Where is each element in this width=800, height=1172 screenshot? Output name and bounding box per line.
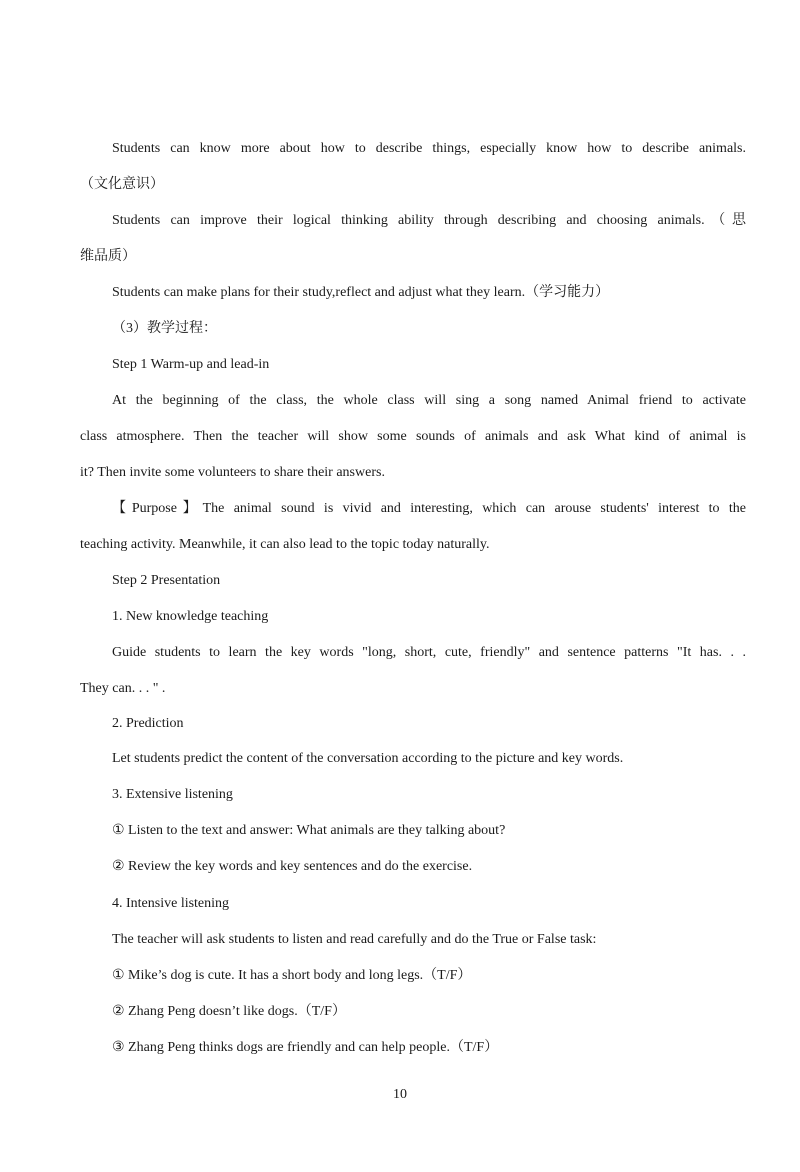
page-number: 10 bbox=[393, 1087, 407, 1102]
section-heading: （3）教学过程： bbox=[112, 321, 217, 336]
subheading: 4. Intensive listening bbox=[112, 896, 230, 911]
list-item: ② Zhang Peng doesn’t like dogs.（T/F） bbox=[112, 1004, 346, 1019]
list-item: ① Mike’s dog is cute. It has a short body and long legs.（T/F） bbox=[112, 968, 472, 983]
purpose-line: 【Purpose】The animal sound is vivid and interesting, which can arouse students' interest to the bbox=[112, 501, 746, 516]
step-heading: Step 2 Presentation bbox=[112, 573, 221, 588]
subheading: 1. New knowledge teaching bbox=[112, 609, 269, 624]
subheading: 3. Extensive listening bbox=[112, 787, 233, 802]
step-heading: Step 1 Warm-up and lead-in bbox=[112, 357, 270, 372]
paragraph-line: The teacher will ask students to listen and read carefully and do the True or False task: bbox=[112, 932, 597, 947]
paragraph-line: it? Then invite some volunteers to share their answers. bbox=[80, 465, 385, 480]
list-item: ② Review the key words and key sentences and do the exercise. bbox=[112, 859, 473, 874]
paragraph-line: Students can know more about how to describe things, especially know how to describe animals. bbox=[112, 141, 746, 156]
paragraph-line: They can. . . " . bbox=[80, 681, 166, 696]
list-item: ① Listen to the text and answer: What animals are they talking about? bbox=[112, 823, 506, 838]
paragraph-line: class atmosphere. Then the teacher will show some sounds of animals and ask What kind of animal is bbox=[80, 429, 746, 444]
list-item: ③ Zhang Peng thinks dogs are friendly and can help people.（T/F） bbox=[112, 1040, 499, 1055]
subheading: 2. Prediction bbox=[112, 716, 184, 731]
paragraph-line: At the beginning of the class, the whole class will sing a song named Animal friend to activate bbox=[112, 393, 746, 408]
paragraph-line: Let students predict the content of the conversation according to the picture and key words. bbox=[112, 751, 624, 766]
paragraph-line: Guide students to learn the key words "long, short, cute, friendly" and sentence patterns "It has. . . bbox=[112, 645, 746, 660]
paragraph-line: Students can improve their logical thinking ability through describing and choosing animals.（思 bbox=[112, 213, 746, 228]
paragraph-line: Students can make plans for their study,reflect and adjust what they learn.（学习能力） bbox=[112, 285, 610, 300]
paragraph-line: 维品质） bbox=[80, 249, 136, 264]
paragraph-line: （文化意识） bbox=[80, 177, 164, 192]
paragraph-line: teaching activity. Meanwhile, it can also lead to the topic today naturally. bbox=[80, 537, 490, 552]
